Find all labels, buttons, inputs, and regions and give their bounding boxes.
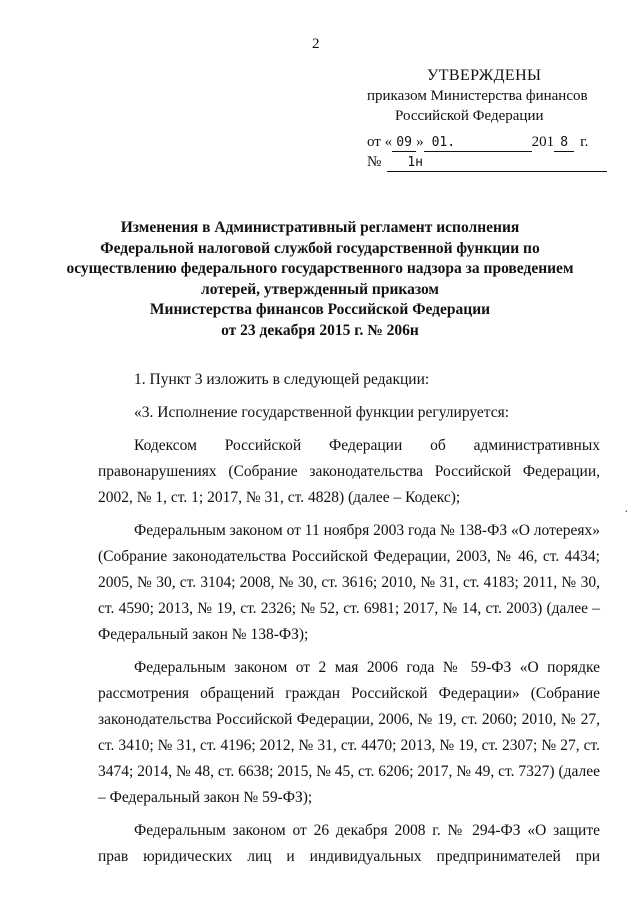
date-prefix: от «	[367, 134, 393, 150]
approval-date	[367, 132, 617, 152]
title-line: от 23 декабря 2015 г. № 206н	[221, 321, 419, 339]
date-year-digit: 8	[554, 135, 574, 152]
approval-stamp	[367, 66, 617, 172]
page-number: 2	[312, 36, 320, 52]
date-month: 01.	[424, 135, 532, 152]
paragraph-1: 1. Пункт 3 изложить в следующей редакции:	[134, 371, 430, 388]
date-year-suffix: г.	[580, 134, 589, 150]
number-label: №	[367, 154, 382, 170]
approval-line-2: Российской Федерации	[395, 108, 544, 124]
paragraph-3: Кодексом Российской Федерации об административных правонарушениях (Собрание законодательства Российской Федерации, 2002, № 1, ст. 1; 2017, № 31, ст. 4828) (далее – Кодекс);	[98, 437, 600, 506]
paragraph-5: Федеральным законом от 2 мая 2006 года № 59-ФЗ «О порядке рассмотрения обращений граждан Российской Федерации» (Собрание законодательства Российской Федерации, 2006, № 19, ст. 2060; 2010, № 27, ст. 3410; № 31, ст. 4196; 2012, № 31, ст. 4470; 2013, № 19, ст. 2307; № 27, ст. 3474; 2014, № 48, ст. 6638; 2015, № 45, ст. 6206; 2017, № 49, ст. 7327) (далее – Федеральный закон № 59-ФЗ);	[98, 659, 600, 806]
margin-mark: ·	[624, 505, 629, 520]
title-line: лотерей, утвержденный приказом	[201, 280, 439, 298]
date-mid: »	[416, 134, 424, 150]
date-year-prefix: 201	[531, 134, 555, 150]
paragraph-6: Федеральным законом от 26 декабря 2008 г. № 294-ФЗ «О защите прав юридических лиц и индивидуальных предпринимателей при	[98, 822, 600, 865]
document-title	[0, 218, 640, 341]
number-value: 1н	[387, 155, 607, 172]
title-line: Изменения в Административный регламент исполнения	[120, 219, 520, 236]
paragraph-4: Федеральным законом от 11 ноября 2003 года № 138-ФЗ «О лотереях» (Собрание законодательства Российской Федерации, 2003, № 46, ст. 4434; 2005, № 30, ст. 3104; 2008, № 30, ст. 3616; 2010, № 31, ст. 4183; 2011, № 30, ст. 4590; 2013, № 19, ст. 2326; № 52, ст. 6981; 2017, № 14, ст. 2003) (далее – Федеральный закон № 138-ФЗ);	[98, 522, 600, 643]
paragraph-2: «3. Исполнение государственной функции регулируется:	[134, 404, 510, 421]
date-day: 09	[392, 135, 416, 152]
title-line: осуществлению федерального государственного надзора за проведением	[66, 260, 574, 277]
approval-number	[367, 152, 617, 172]
title-line: Федеральной налоговой службой государственной функции по	[100, 239, 540, 257]
approval-heading: УТВЕРЖДЕНЫ	[427, 67, 542, 84]
title-line: Министерства финансов Российской Федерации	[149, 301, 491, 318]
approval-line-1: приказом Министерства финансов	[367, 88, 588, 104]
document-body	[98, 367, 600, 877]
